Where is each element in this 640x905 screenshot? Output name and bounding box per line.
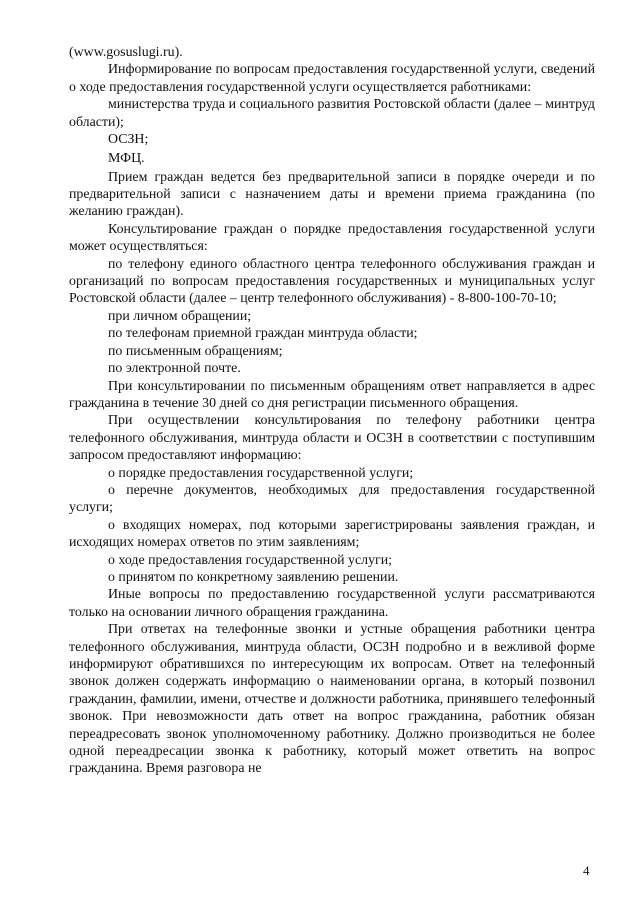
list-item-personal: при личном обращении;	[108, 308, 252, 324]
list-item-mfc: МФЦ.	[108, 150, 145, 166]
paragraph-written-response: При консультировании по письменным обращениям ответ направляется в адрес гражданина в течение 30 дней со дня регистрации письменного обращения.	[69, 378, 595, 411]
list-item-procedure: о порядке предоставления государственной услуги;	[108, 465, 414, 481]
list-item-oszn: ОСЗН;	[108, 132, 149, 148]
list-item-ministry: министерства труда и социального развития Ростовской области (далее – минтруд области);	[69, 97, 595, 130]
paragraph-phone-answers: При ответах на телефонные звонки и устные обращения работники центра телефонного обслуживания, минтруда области, ОСЗН подробно и в вежливой форме информируют обратившихся по интересующим их вопросам. Ответ на телефонный звонок должен содержать информацию о наименовании органа, в который позвонил гражданин, фамилии, имени, отчестве и должности работника, принявшего телефонный звонок. При невозможности дать ответ на вопрос гражданина, работник обязан переадресовать звонок уполномоченному работнику. Должно производиться не более одной переадресации звонка к работнику, который может ответить на вопрос гражданина. Время разговора не	[69, 622, 595, 777]
list-item-email: по электронной почте.	[108, 361, 241, 377]
paragraph-other-questions: Иные вопросы по предоставлению государственной услуги рассматриваются только на основании личного обращения гражданина.	[69, 587, 595, 620]
list-item-progress: о ходе предоставления государственной услуги;	[108, 552, 393, 568]
list-item-decision: о принятом по конкретному заявлению решении.	[108, 569, 399, 585]
list-item-documents: о перечне документов, необходимых для предоставления государственной услуги;	[69, 482, 595, 516]
paragraph-informing: Информирование по вопросам предоставления государственной услуги, сведений о ходе предоставления государственной услуги осуществляется работниками:	[69, 62, 595, 95]
list-item-written: по письменным обращениям;	[108, 343, 283, 359]
paragraph-reception: Прием граждан ведется без предварительной записи в порядке очереди и по предварительной записи с назначением даты и времени приема гражданина (по желанию граждан).	[69, 169, 595, 220]
list-item-numbers: о входящих номерах, под которыми зарегистрированы заявления граждан, и исходящих номерах ответов по этим заявлениям;	[69, 517, 595, 551]
paragraph-consulting: Консультирование граждан о порядке предоставления государственной услуги может осуществляться:	[69, 221, 595, 255]
page-number: 4	[583, 863, 590, 878]
document-body	[69, 44, 595, 778]
list-item-reception-phones: по телефонам приемной граждан минтруда области;	[108, 326, 418, 342]
paragraph-phone-consulting: При осуществлении консультирования по телефону работники центра телефонного обслуживания, минтруда области и ОСЗН в соответствии с поступившим запросом предоставляют информацию:	[69, 413, 595, 464]
paragraph-website: (www.gosuslugi.ru).	[69, 45, 183, 60]
list-item-phone-center: по телефону единого областного центра телефонного обслуживания граждан и организаций по вопросам предоставления государственных и муниципальных услуг Ростовской области (далее – центр телефонного обслуживания) - 8-800-100-70-10;	[69, 256, 595, 307]
